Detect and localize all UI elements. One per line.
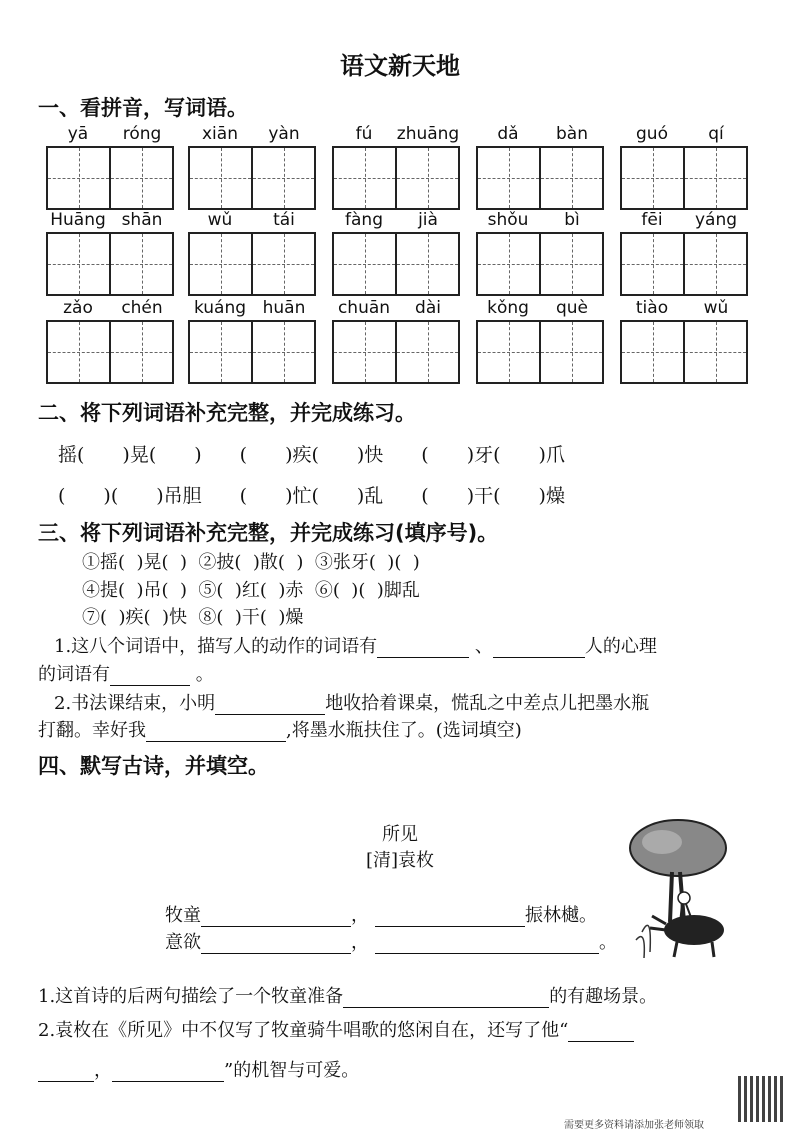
cowherd-illustration [622, 812, 732, 962]
pinyin-syllable: què [555, 298, 589, 318]
blank[interactable] [110, 665, 190, 686]
pinyin-syllable: fēi [641, 210, 663, 230]
writing-box[interactable] [188, 146, 316, 210]
poem-title: 所见 [382, 824, 418, 845]
writing-cell[interactable] [683, 148, 746, 208]
section4-q2: 2.袁枚在《所见》中不仅写了牧童骑牛唱歌的悠闲自在，还写了他“ [38, 1016, 634, 1042]
pinyin-syllable: qí [708, 124, 724, 144]
pinyin-syllable: chuān [337, 298, 391, 318]
blank[interactable] [377, 637, 469, 658]
pinyin-syllable: zhuāng [396, 124, 460, 144]
writing-cell[interactable] [48, 322, 109, 382]
pinyin-syllable: yā [67, 124, 89, 144]
pinyin-syllable: bì [564, 210, 580, 230]
writing-box[interactable] [476, 320, 604, 384]
blank[interactable] [201, 906, 351, 927]
section3-heading: 三、将下列词语补充完整，并完成练习(填序号)。 [38, 521, 499, 545]
footer-note: 需要更多资料请添加张老师领取 [564, 1120, 704, 1131]
poem-line2: 意欲 ， 。 [165, 932, 617, 953]
pinyin-syllable: chén [121, 298, 163, 318]
pinyin-syllable: yáng [694, 210, 738, 230]
pinyin-syllable: dǎ [497, 124, 519, 144]
blank[interactable] [493, 637, 585, 658]
blank[interactable] [38, 1061, 94, 1082]
section4-heading: 四、默写古诗，并填空。 [38, 754, 269, 778]
section3-items1: ①摇( )晃( ) ②披( )散( ) ③张牙( )( ) [82, 552, 420, 573]
pinyin-syllable: kǒng [487, 298, 529, 318]
writing-box[interactable] [46, 232, 174, 296]
writing-box[interactable] [476, 146, 604, 210]
writing-box[interactable] [46, 320, 174, 384]
pinyin-syllable: guó [636, 124, 668, 144]
pinyin-syllable: Huāng [50, 210, 106, 230]
pinyin-syllable: jià [418, 210, 438, 230]
blank[interactable] [375, 933, 599, 954]
pinyin-syllable: tiào [635, 298, 669, 318]
section4-q1: 1.这首诗的后两句描绘了一个牧童准备 的有趣场景。 [38, 986, 658, 1007]
blank[interactable] [146, 721, 286, 742]
section4-q2-cont: ， ”的机智与可爱。 [38, 1056, 359, 1082]
poem-author: [清]袁枚 [365, 850, 435, 871]
pinyin-syllable: shǒu [487, 210, 529, 230]
writing-cell[interactable] [539, 322, 602, 382]
writing-cell[interactable] [478, 322, 539, 382]
qr-code [738, 1076, 784, 1122]
pinyin-syllable: wǔ [703, 298, 729, 318]
writing-cell[interactable] [683, 234, 746, 294]
writing-box[interactable] [332, 146, 460, 210]
writing-box[interactable] [332, 232, 460, 296]
writing-cell[interactable] [48, 234, 109, 294]
writing-cell[interactable] [539, 234, 602, 294]
writing-cell[interactable] [190, 234, 251, 294]
writing-cell[interactable] [251, 322, 314, 382]
writing-box[interactable] [620, 320, 748, 384]
writing-cell[interactable] [109, 234, 172, 294]
pinyin-syllable: huān [262, 298, 306, 318]
pinyin-syllable: dài [415, 298, 441, 318]
writing-box[interactable] [620, 232, 748, 296]
writing-box[interactable] [332, 320, 460, 384]
writing-cell[interactable] [622, 322, 683, 382]
blank[interactable] [375, 906, 525, 927]
pinyin-syllable: fàng [345, 210, 383, 230]
blank[interactable] [568, 1021, 634, 1042]
section3-q2: 2.书法课结束，小明 地收拾着课桌，慌乱之中差点儿把墨水瓶 [54, 693, 650, 714]
writing-cell[interactable] [334, 234, 395, 294]
section3-items3: ⑦( )疾( )快 ⑧( )干( )燥 [82, 607, 304, 628]
blank[interactable] [343, 987, 549, 1008]
writing-box[interactable] [188, 232, 316, 296]
pinyin-syllable: bàn [556, 124, 588, 144]
blank[interactable] [201, 933, 351, 954]
poem-line1: 牧童 ， 振林樾。 [165, 905, 597, 926]
section3-q1-cont: 的词语有 。 [38, 664, 214, 685]
writing-cell[interactable] [395, 234, 458, 294]
pinyin-syllable: wǔ [207, 210, 233, 230]
writing-cell[interactable] [190, 148, 251, 208]
section2-heading: 二、将下列词语补充完整，并完成练习。 [38, 401, 416, 425]
pinyin-syllable: shān [121, 210, 163, 230]
writing-box[interactable] [46, 146, 174, 210]
writing-cell[interactable] [334, 322, 395, 382]
writing-cell[interactable] [334, 148, 395, 208]
section3-items2: ④提( )吊( ) ⑤( )红( )赤 ⑥( )( )脚乱 [82, 580, 420, 601]
writing-cell[interactable] [395, 322, 458, 382]
writing-cell[interactable] [622, 234, 683, 294]
blank[interactable] [215, 694, 325, 715]
writing-box[interactable] [620, 146, 748, 210]
writing-cell[interactable] [395, 148, 458, 208]
writing-cell[interactable] [539, 148, 602, 208]
section2-line2: ( )( )吊胆 ( )忙( )乱 ( )干( )燥 [58, 485, 565, 507]
writing-cell[interactable] [251, 234, 314, 294]
blank[interactable] [112, 1061, 224, 1082]
writing-box[interactable] [188, 320, 316, 384]
section3-q2-cont: 打翻。幸好我 ,将墨水瓶扶住了。(选词填空) [38, 720, 522, 741]
writing-cell[interactable] [109, 322, 172, 382]
pinyin-syllable: róng [122, 124, 162, 144]
writing-cell[interactable] [48, 148, 109, 208]
section1-heading: 一、看拼音，写词语。 [38, 96, 248, 120]
writing-cell[interactable] [109, 148, 172, 208]
writing-cell[interactable] [683, 322, 746, 382]
page-title: 语文新天地 [340, 52, 460, 80]
writing-cell[interactable] [478, 234, 539, 294]
writing-cell[interactable] [190, 322, 251, 382]
section2-line1: 摇( )晃( ) ( )疾( )快 ( )牙( )爪 [58, 444, 565, 466]
pinyin-syllable: fú [355, 124, 373, 144]
pinyin-syllable: tái [273, 210, 295, 230]
pinyin-syllable: kuáng [193, 298, 247, 318]
writing-cell[interactable] [478, 148, 539, 208]
pinyin-syllable: zǎo [63, 298, 93, 318]
writing-cell[interactable] [622, 148, 683, 208]
pinyin-syllable: yàn [268, 124, 300, 144]
section3-q1: 1.这八个词语中，描写人的动作的词语有 、 人的心理 [54, 636, 657, 657]
writing-box[interactable] [476, 232, 604, 296]
writing-cell[interactable] [251, 148, 314, 208]
pinyin-syllable: xiān [202, 124, 238, 144]
